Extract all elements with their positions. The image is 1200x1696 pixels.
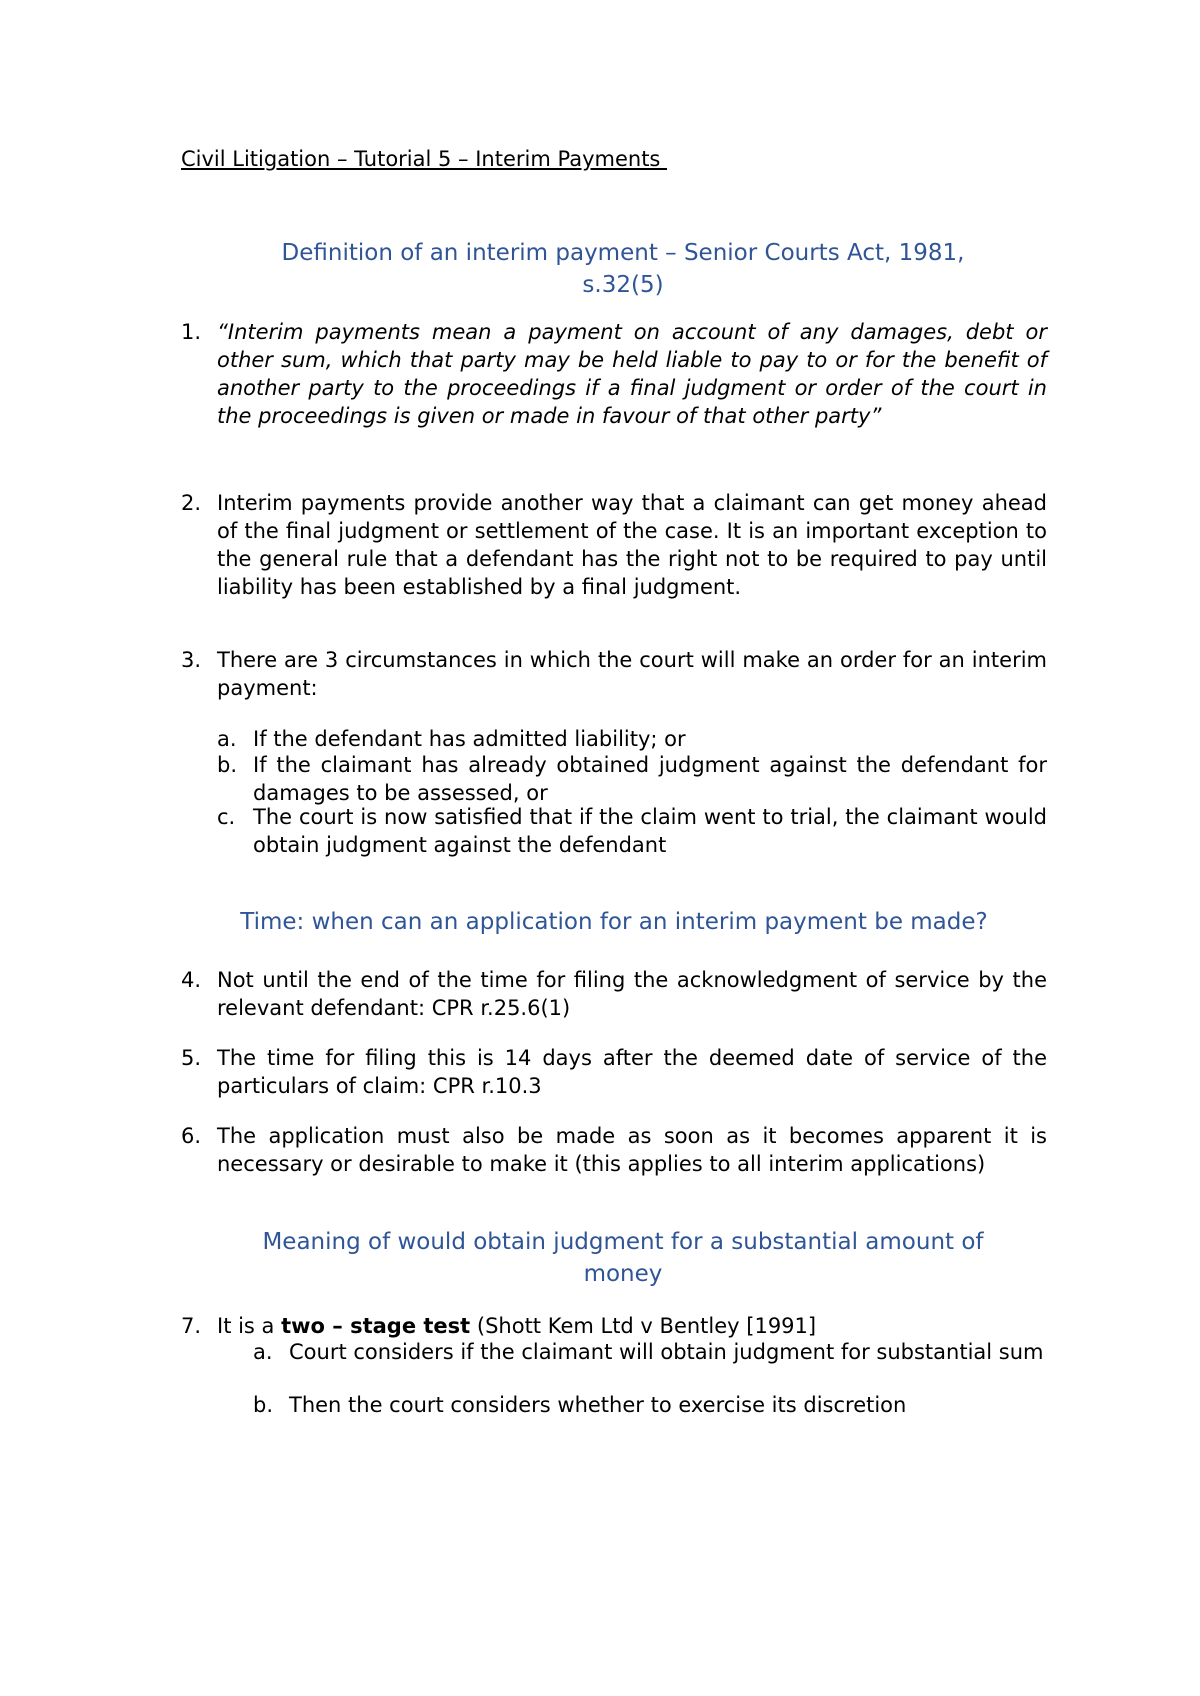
item-text: Not until the end of the time for filing the acknowledgment of service by the relevant defendant: CPR r.25.6(1) — [217, 968, 1047, 1020]
list-item-4 — [181, 966, 1047, 1022]
heading-line: s.32(5) — [582, 272, 664, 298]
list-item-2 — [181, 489, 1047, 601]
sub-item-text: Court considers if the claimant will obtain judgment for substantial sum — [289, 1340, 1044, 1364]
heading-line: money — [583, 1261, 663, 1287]
list-item-5 — [181, 1044, 1047, 1100]
section-heading-definition — [200, 237, 1046, 301]
sub-item-text: Then the court considers whether to exercise its discretion — [289, 1393, 907, 1417]
item-text: The time for filing this is 14 days after the deemed date of service of the particulars of claim: CPR r.10.3 — [217, 1046, 1047, 1098]
section-heading-time — [181, 906, 1047, 938]
item-text: Interim payments provide another way that a claimant can get money ahead of the final judgment or settlement of the case. It is an important exception to the general rule that a defendant has the right not to be required to pay until liability has been established by a final judgment. — [217, 491, 1047, 599]
item-text: The application must also be made as soon as it becomes apparent it is necessary or desirable to make it (this applies to all interim applications) — [217, 1124, 1047, 1176]
sub-item-letter: a. — [253, 1340, 273, 1364]
section-heading-meaning — [200, 1226, 1046, 1290]
sub-item-letter: a. — [217, 727, 237, 751]
item-number: 5. — [181, 1046, 202, 1070]
sub-item-3a — [217, 725, 1047, 753]
item-text — [217, 1312, 1047, 1340]
item-number: 6. — [181, 1124, 202, 1148]
list-item-7 — [181, 1312, 1047, 1340]
sub-item-letter: c. — [217, 805, 236, 829]
sub-item-text: If the defendant has admitted liability; or — [253, 727, 686, 751]
item-text-bold: two – stage test — [281, 1314, 471, 1338]
sub-item-letter: b. — [217, 753, 238, 777]
sub-item-7a — [253, 1338, 1047, 1366]
item-number: 1. — [181, 320, 202, 344]
item-number: 4. — [181, 968, 202, 992]
item-text-pre: It is a — [217, 1314, 282, 1338]
item-number: 3. — [181, 648, 202, 672]
item-text: There are 3 circumstances in which the court will make an order for an interim payment: — [217, 648, 1047, 700]
item-text-post: (Shott Kem Ltd v Bentley [1991] — [470, 1314, 817, 1338]
heading-line: Time: when can an application for an interim payment be made? — [240, 909, 988, 935]
sub-item-letter: b. — [253, 1393, 274, 1417]
list-item-3 — [181, 646, 1047, 702]
list-item-6 — [181, 1122, 1047, 1178]
sub-item-7b — [253, 1391, 1047, 1419]
list-item-1 — [181, 318, 1047, 430]
heading-line: Definition of an interim payment – Senior Courts Act, 1981, — [281, 240, 965, 266]
document-title: Civil Litigation – Tutorial 5 – Interim Payments — [181, 147, 668, 171]
item-number: 7. — [181, 1314, 202, 1338]
sub-item-text: The court is now satisfied that if the claim went to trial, the claimant would obtain judgment against the defendant — [253, 805, 1047, 857]
heading-line: Meaning of would obtain judgment for a substantial amount of — [262, 1229, 984, 1255]
item-text: “Interim payments mean a payment on account of any damages, debt or other sum, which that party may be held liable to pay to or for the benefit of another party to the proceedings if a final judgment or order of the court in the proceedings is given or made in favour of that other party” — [217, 320, 1047, 428]
sub-item-3b — [217, 751, 1047, 807]
item-number: 2. — [181, 491, 202, 515]
sub-item-3c — [217, 803, 1047, 859]
sub-item-text: If the claimant has already obtained judgment against the defendant for damages to be assessed, or — [253, 753, 1047, 805]
